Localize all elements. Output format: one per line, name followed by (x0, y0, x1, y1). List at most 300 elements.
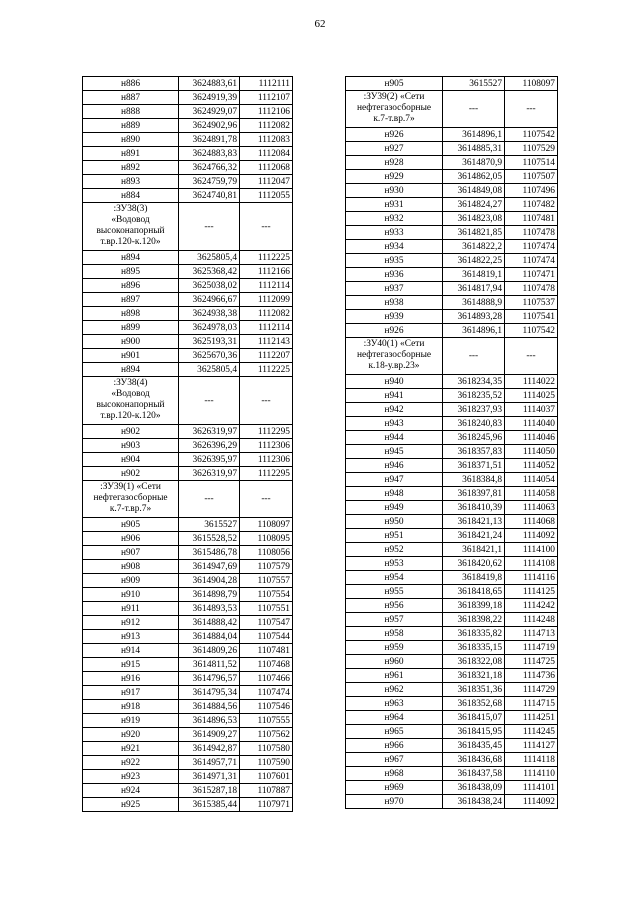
coord-y-cell: 1112295 (240, 425, 293, 439)
zone-label-line: :ЗУ38(4) (113, 378, 148, 388)
coord-y-cell: 1112207 (240, 349, 293, 363)
table-row (83, 560, 293, 574)
table-row (83, 672, 293, 686)
coord-y-cell: 1107555 (240, 714, 293, 728)
table-row (346, 240, 558, 254)
coord-x-cell: 3614823,08 (443, 212, 505, 226)
table-row (346, 403, 558, 417)
coord-y-cell: 1107546 (240, 700, 293, 714)
coord-y-cell: 1114068 (505, 515, 558, 529)
point-id-cell: н938 (346, 296, 443, 310)
coord-x-cell: 3618419,8 (443, 571, 505, 585)
zone-label-line: высоконапорный (96, 400, 165, 410)
coord-x-cell: 3624883,83 (179, 147, 240, 161)
point-id-cell: н922 (83, 756, 179, 770)
coord-x-cell: 3614811,52 (179, 658, 240, 672)
point-id-cell: н909 (83, 574, 179, 588)
point-id-cell: н917 (83, 686, 179, 700)
point-id-cell: н886 (83, 77, 179, 91)
table-row (346, 417, 558, 431)
zone-label-line: нефтегазосборные (356, 103, 432, 113)
zone-label-line: «Водовод (111, 215, 150, 225)
table-row (83, 574, 293, 588)
coord-y-cell: --- (505, 338, 558, 375)
table-row (346, 655, 558, 669)
coord-x-cell: 3625368,42 (179, 265, 240, 279)
table-row (346, 296, 558, 310)
coord-y-cell: 1114125 (505, 585, 558, 599)
table-row (83, 686, 293, 700)
coord-y-cell: 1107554 (240, 588, 293, 602)
coord-x-cell: 3614947,69 (179, 560, 240, 574)
coord-x-cell: 3614893,53 (179, 602, 240, 616)
table-row (346, 669, 558, 683)
point-id-cell: н936 (346, 268, 443, 282)
coord-y-cell: 1114118 (505, 753, 558, 767)
zone-header-row (346, 91, 558, 128)
coord-y-cell: 1114116 (505, 571, 558, 585)
coord-y-cell: 1107496 (505, 184, 558, 198)
coord-y-cell: 1114736 (505, 669, 558, 683)
coord-y-cell: 1107547 (240, 616, 293, 630)
table-row (346, 324, 558, 338)
coord-y-cell: 1107601 (240, 770, 293, 784)
coord-x-cell: 3625805,4 (179, 363, 240, 377)
table-row (346, 142, 558, 156)
coord-y-cell: 1107542 (505, 128, 558, 142)
coord-x-cell: 3626319,97 (179, 425, 240, 439)
table-row (83, 425, 293, 439)
table-row (83, 363, 293, 377)
point-id-cell: н965 (346, 725, 443, 739)
coord-y-cell: --- (240, 481, 293, 518)
coord-x-cell: 3614971,31 (179, 770, 240, 784)
coord-y-cell: 1112107 (240, 91, 293, 105)
point-id-cell: н933 (346, 226, 443, 240)
table-row (83, 658, 293, 672)
coord-x-cell: 3618438,09 (443, 781, 505, 795)
zone-label-line: к.7-т.вр.7» (109, 504, 152, 514)
point-id-cell: н918 (83, 700, 179, 714)
coord-x-cell: 3614817,94 (443, 282, 505, 296)
coord-y-cell: 1114248 (505, 613, 558, 627)
point-id-cell: н946 (346, 459, 443, 473)
coord-y-cell: 1112166 (240, 265, 293, 279)
coord-y-cell: 1114245 (505, 725, 558, 739)
coord-x-cell: --- (443, 338, 505, 375)
coord-y-cell: 1107544 (240, 630, 293, 644)
table-row (346, 739, 558, 753)
table-row (346, 226, 558, 240)
table-row (346, 268, 558, 282)
coord-y-cell: 1107478 (505, 226, 558, 240)
zone-label-line: т.вр.120-к.120» (100, 411, 161, 421)
coord-y-cell: 1107474 (240, 686, 293, 700)
coord-y-cell: 1107529 (505, 142, 558, 156)
point-id-cell: н948 (346, 487, 443, 501)
point-id-cell: н942 (346, 403, 443, 417)
zone-label-line: к.18-у.вр.23» (368, 361, 420, 371)
point-id-cell: н959 (346, 641, 443, 655)
coord-y-cell: 1112143 (240, 335, 293, 349)
point-id-cell: н900 (83, 335, 179, 349)
coord-x-cell: 3624740,81 (179, 189, 240, 203)
coord-y-cell: 1114052 (505, 459, 558, 473)
table-row (83, 644, 293, 658)
coord-x-cell: 3618237,93 (443, 403, 505, 417)
point-id-cell: н906 (83, 532, 179, 546)
coord-y-cell: 1107471 (505, 268, 558, 282)
coord-y-cell: 1112114 (240, 279, 293, 293)
coord-y-cell: 1114100 (505, 543, 558, 557)
coord-x-cell: 3618351,36 (443, 683, 505, 697)
table-row (83, 798, 293, 812)
coord-y-cell: 1112295 (240, 467, 293, 481)
zone-label-line: нефтегазосборные (356, 350, 432, 360)
table-row (83, 630, 293, 644)
coord-x-cell: 3624929,07 (179, 105, 240, 119)
coord-x-cell: 3614957,71 (179, 756, 240, 770)
point-id-cell: н923 (83, 770, 179, 784)
point-id-cell: н952 (346, 543, 443, 557)
coord-x-cell: 3618357,83 (443, 445, 505, 459)
zone-label (346, 338, 443, 375)
table-row (83, 546, 293, 560)
coord-y-cell: 1107474 (505, 240, 558, 254)
coord-x-cell: 3626395,97 (179, 453, 240, 467)
coord-x-cell: 3618418,65 (443, 585, 505, 599)
coord-x-cell: --- (179, 481, 240, 518)
table-row (83, 742, 293, 756)
coordinates-table-right (345, 76, 558, 809)
table-row (83, 453, 293, 467)
point-id-cell: н925 (83, 798, 179, 812)
coord-y-cell: 1114127 (505, 739, 558, 753)
point-id-cell: н966 (346, 739, 443, 753)
coord-x-cell: 3624938,38 (179, 307, 240, 321)
coord-x-cell: 3614862,05 (443, 170, 505, 184)
table-row (346, 627, 558, 641)
point-id-cell: н897 (83, 293, 179, 307)
coord-x-cell: 3624902,96 (179, 119, 240, 133)
coord-y-cell: 1114025 (505, 389, 558, 403)
table-row (83, 467, 293, 481)
table-row (83, 161, 293, 175)
table-row (346, 613, 558, 627)
coord-x-cell: 3618399,18 (443, 599, 505, 613)
coord-x-cell: 3625193,31 (179, 335, 240, 349)
table-row (346, 529, 558, 543)
zone-label-line: «Водовод (111, 389, 150, 399)
coord-y-cell: 1107481 (505, 212, 558, 226)
coord-y-cell: 1114713 (505, 627, 558, 641)
coord-x-cell: 3618420,62 (443, 557, 505, 571)
zone-label-line: к.7-т.вр.7» (373, 114, 415, 124)
coord-y-cell: 1107542 (505, 324, 558, 338)
coord-y-cell: 1112084 (240, 147, 293, 161)
point-id-cell: н943 (346, 417, 443, 431)
table-row (346, 711, 558, 725)
zone-label-line: :ЗУ39(2) «Сети (363, 92, 425, 102)
zone-label-line: т.вр.120-к.120» (100, 237, 161, 247)
table-row (83, 265, 293, 279)
coord-y-cell: 1107507 (505, 170, 558, 184)
point-id-cell: н929 (346, 170, 443, 184)
coord-y-cell: 1107562 (240, 728, 293, 742)
point-id-cell: н939 (346, 310, 443, 324)
coord-y-cell: 1114092 (505, 529, 558, 543)
coord-y-cell: --- (240, 203, 293, 251)
point-id-cell: н941 (346, 389, 443, 403)
table-row (83, 588, 293, 602)
table-row (83, 784, 293, 798)
table-row (346, 170, 558, 184)
point-id-cell: н892 (83, 161, 179, 175)
coord-x-cell: 3618437,58 (443, 767, 505, 781)
table-row (346, 697, 558, 711)
coord-y-cell: 1107478 (505, 282, 558, 296)
zone-header-row (346, 338, 558, 375)
table-row (346, 77, 558, 91)
coord-y-cell: 1107466 (240, 672, 293, 686)
point-id-cell: н890 (83, 133, 179, 147)
point-id-cell: н961 (346, 669, 443, 683)
point-id-cell: н902 (83, 425, 179, 439)
point-id-cell: н956 (346, 599, 443, 613)
table-row (83, 91, 293, 105)
table-row (83, 189, 293, 203)
zone-label-line: :ЗУ38(3) (113, 204, 148, 214)
coord-y-cell: 1114092 (505, 795, 558, 809)
coord-x-cell: 3615486,78 (179, 546, 240, 560)
table-row (83, 133, 293, 147)
table-row (83, 105, 293, 119)
zone-header-row (83, 481, 293, 518)
coord-x-cell: 3618352,68 (443, 697, 505, 711)
coord-y-cell: 1112114 (240, 321, 293, 335)
table-row (346, 282, 558, 296)
coord-x-cell: 3614809,26 (179, 644, 240, 658)
point-id-cell: н920 (83, 728, 179, 742)
coord-x-cell: 3618435,45 (443, 739, 505, 753)
zone-label (346, 91, 443, 128)
coord-x-cell: 3618415,95 (443, 725, 505, 739)
table-row (346, 128, 558, 142)
coord-x-cell: 3614849,08 (443, 184, 505, 198)
point-id-cell: н916 (83, 672, 179, 686)
coord-x-cell: 3615527 (179, 518, 240, 532)
table-row (83, 770, 293, 784)
coord-y-cell: 1107474 (505, 254, 558, 268)
coord-y-cell: 1114108 (505, 557, 558, 571)
point-id-cell: н934 (346, 240, 443, 254)
coord-y-cell: 1107537 (505, 296, 558, 310)
coord-x-cell: 3614824,27 (443, 198, 505, 212)
table-row (346, 375, 558, 389)
table-row (346, 198, 558, 212)
coord-y-cell: 1114058 (505, 487, 558, 501)
coord-y-cell: 1114050 (505, 445, 558, 459)
table-row (83, 714, 293, 728)
table-row (83, 602, 293, 616)
coord-x-cell: 3625805,4 (179, 251, 240, 265)
coord-y-cell: 1112225 (240, 363, 293, 377)
coord-x-cell: 3624883,61 (179, 77, 240, 91)
table-row (83, 251, 293, 265)
coord-y-cell: 1112106 (240, 105, 293, 119)
table-row (346, 585, 558, 599)
coord-x-cell: 3618398,22 (443, 613, 505, 627)
coord-y-cell: 1107482 (505, 198, 558, 212)
point-id-cell: н914 (83, 644, 179, 658)
coord-y-cell: 1112306 (240, 439, 293, 453)
zone-header-row (83, 203, 293, 251)
coord-x-cell: 3614904,28 (179, 574, 240, 588)
coord-y-cell: 1114046 (505, 431, 558, 445)
table-row (346, 767, 558, 781)
point-id-cell: н905 (346, 77, 443, 91)
table-row (83, 349, 293, 363)
coord-x-cell: 3624919,39 (179, 91, 240, 105)
coord-y-cell: 1114110 (505, 767, 558, 781)
zone-header-row (83, 377, 293, 425)
point-id-cell: н905 (83, 518, 179, 532)
coord-x-cell: 3618397,81 (443, 487, 505, 501)
coord-x-cell: 3624891,78 (179, 133, 240, 147)
coord-x-cell: 3618245,96 (443, 431, 505, 445)
coord-y-cell: 1107557 (240, 574, 293, 588)
table-row (346, 557, 558, 571)
coord-x-cell: 3614822,25 (443, 254, 505, 268)
coord-x-cell: 3618321,18 (443, 669, 505, 683)
coord-y-cell: 1107590 (240, 756, 293, 770)
coord-y-cell: 1114101 (505, 781, 558, 795)
coord-y-cell: 1114715 (505, 697, 558, 711)
coord-x-cell: 3626319,97 (179, 467, 240, 481)
coord-x-cell: 3618421,1 (443, 543, 505, 557)
coord-y-cell: 1114729 (505, 683, 558, 697)
point-id-cell: н896 (83, 279, 179, 293)
point-id-cell: н907 (83, 546, 179, 560)
coord-y-cell: 1108097 (240, 518, 293, 532)
coord-x-cell: 3618438,24 (443, 795, 505, 809)
point-id-cell: н964 (346, 711, 443, 725)
point-id-cell: н895 (83, 265, 179, 279)
point-id-cell: н931 (346, 198, 443, 212)
coord-y-cell: --- (240, 377, 293, 425)
table-row (346, 310, 558, 324)
zone-label (83, 481, 179, 518)
point-id-cell: н893 (83, 175, 179, 189)
point-id-cell: н911 (83, 602, 179, 616)
table-row (346, 683, 558, 697)
coord-x-cell: 3615385,44 (179, 798, 240, 812)
table-row (346, 473, 558, 487)
coord-x-cell: 3614885,31 (443, 142, 505, 156)
coord-y-cell: 1112082 (240, 307, 293, 321)
coord-y-cell: 1114719 (505, 641, 558, 655)
point-id-cell: н901 (83, 349, 179, 363)
table-row (83, 518, 293, 532)
coord-x-cell: 3618415,07 (443, 711, 505, 725)
point-id-cell: н899 (83, 321, 179, 335)
coord-x-cell: 3618234,35 (443, 375, 505, 389)
point-id-cell: н928 (346, 156, 443, 170)
coord-x-cell: 3614884,56 (179, 700, 240, 714)
table-row (346, 184, 558, 198)
point-id-cell: н951 (346, 529, 443, 543)
point-id-cell: н926 (346, 128, 443, 142)
coord-x-cell: 3614896,1 (443, 128, 505, 142)
coordinates-table-left (82, 76, 293, 812)
point-id-cell: н889 (83, 119, 179, 133)
coord-x-cell: 3614796,57 (179, 672, 240, 686)
zone-label (83, 377, 179, 425)
table-row (83, 175, 293, 189)
point-id-cell: н947 (346, 473, 443, 487)
coord-x-cell: 3614888,42 (179, 616, 240, 630)
coord-x-cell: 3625038,02 (179, 279, 240, 293)
table-row (346, 156, 558, 170)
coord-y-cell: 1107468 (240, 658, 293, 672)
coord-y-cell: 1112068 (240, 161, 293, 175)
coord-y-cell: 1108095 (240, 532, 293, 546)
point-id-cell: н962 (346, 683, 443, 697)
table-row (346, 389, 558, 403)
table-row (346, 781, 558, 795)
point-id-cell: н921 (83, 742, 179, 756)
coord-y-cell: 1112306 (240, 453, 293, 467)
coord-x-cell: 3618235,52 (443, 389, 505, 403)
coord-y-cell: 1114054 (505, 473, 558, 487)
point-id-cell: н904 (83, 453, 179, 467)
point-id-cell: н887 (83, 91, 179, 105)
table-row (83, 532, 293, 546)
coord-y-cell: 1107514 (505, 156, 558, 170)
coord-y-cell: 1112225 (240, 251, 293, 265)
coord-x-cell: 3618384,8 (443, 473, 505, 487)
point-id-cell: н935 (346, 254, 443, 268)
table-row (346, 725, 558, 739)
coord-x-cell: 3614909,27 (179, 728, 240, 742)
table-row (346, 543, 558, 557)
point-id-cell: н950 (346, 515, 443, 529)
coord-x-cell: --- (179, 377, 240, 425)
table-row (346, 795, 558, 809)
point-id-cell: н957 (346, 613, 443, 627)
point-id-cell: н888 (83, 105, 179, 119)
table-row (83, 439, 293, 453)
coord-x-cell: --- (179, 203, 240, 251)
table-row (346, 459, 558, 473)
point-id-cell: н894 (83, 363, 179, 377)
point-id-cell: н968 (346, 767, 443, 781)
coord-x-cell: 3614884,04 (179, 630, 240, 644)
coord-x-cell: 3614822,2 (443, 240, 505, 254)
coord-x-cell: 3626396,29 (179, 439, 240, 453)
coord-x-cell: 3618421,24 (443, 529, 505, 543)
zone-label-line: нефтегазосборные (93, 493, 168, 503)
coord-x-cell: 3614896,1 (443, 324, 505, 338)
coord-x-cell: 3624966,67 (179, 293, 240, 307)
zone-label (83, 203, 179, 251)
point-id-cell: н949 (346, 501, 443, 515)
coord-y-cell: 1112047 (240, 175, 293, 189)
coord-y-cell: 1112111 (240, 77, 293, 91)
coord-y-cell: 1112083 (240, 133, 293, 147)
coord-x-cell: 3618335,15 (443, 641, 505, 655)
point-id-cell: н908 (83, 560, 179, 574)
